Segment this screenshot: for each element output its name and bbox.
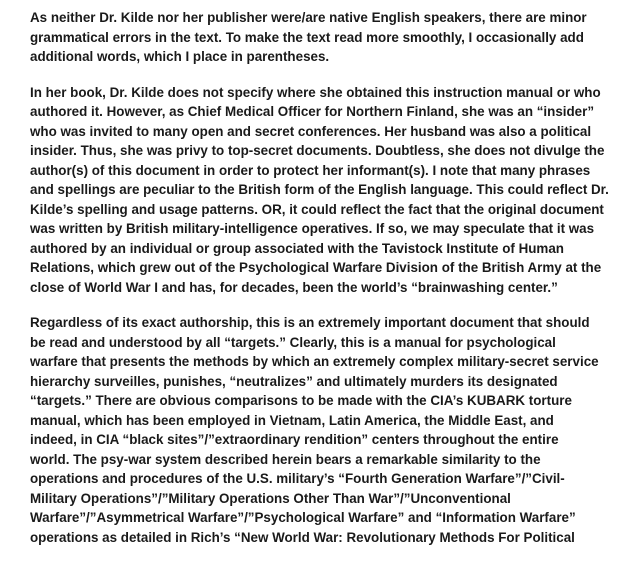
text-line: additional words, which I place in parentheses. (30, 49, 330, 64)
text-line: and spellings are peculiar to the British form of the English language. This could reflect Dr. (30, 182, 609, 197)
text-line: insider. Thus, she was privy to top-secret documents. Doubtless, she does not divulge the (30, 143, 605, 158)
paragraph-authorship (30, 83, 630, 298)
text-line: who was invited to many open and secret conferences. Her husband was also a political (30, 123, 592, 139)
text-line: Warfare”/”Asymmetrical Warfare”/”Psychological Warfare” and “Information Warfare” (30, 510, 576, 525)
text-line: grammatical errors in the text. To make the text read more smoothly, I occasionally add (30, 29, 584, 45)
text-line: “targets.” There are obvious comparisons to be made with the CIA’s KUBARK torture (30, 393, 572, 408)
text-line: warfare that presents the methods by which an extremely complex military-secret service (30, 354, 599, 369)
text-line: was written by British military-intelligence operatives. If so, we may speculate that it was (30, 221, 595, 236)
text-line: As neither Dr. Kilde nor her publisher were/are native English speakers, there are minor (30, 10, 587, 25)
text-line: In her book, Dr. Kilde does not specify where she obtained this instruction manual or who (30, 84, 601, 100)
text-line: authored by an individual or group associated with the Tavistock Institute of Human (30, 240, 564, 256)
paragraph-translator-note (30, 8, 630, 67)
text-line: Kilde’s spelling and usage patterns. OR, it could reflect the fact that the original document (30, 201, 604, 217)
text-line: author(s) of this document in order to protect her informant(s). I note that many phrases (30, 162, 591, 178)
text-line: Military Operations”/”Military Operations Other Than War”/”Unconventional (30, 490, 511, 506)
text-line: operations and procedures of the U.S. military’s “Fourth Generation Warfare”/”Civil- (30, 471, 565, 486)
text-line: Regardless of its exact authorship, this is an extremely important document that should (30, 315, 590, 330)
text-line: operations as detailed in Rich’s “New World War: Revolutionary Methods For Political (30, 529, 575, 545)
text-line: close of World War I and has, for decades, been the world’s “brainwashing center.” (30, 279, 558, 295)
text-line: world. The psy-war system described herein bears a remarkable similarity to the (30, 451, 541, 467)
document-body (30, 8, 630, 563)
text-line: Relations, which grew out of the Psychological Warfare Division of the British Army at the (30, 260, 602, 275)
paragraph-importance (30, 313, 630, 547)
text-line: indeed, in CIA “black sites”/”extraordinary rendition” centers throughout the entire (30, 432, 559, 447)
text-line: hierarchy surveilles, punishes, “neutralizes” and ultimately murders its designated (30, 373, 558, 389)
text-line: manual, which has been employed in Vietnam, Latin America, the Middle East, and (30, 412, 554, 428)
text-line: authored it. However, as Chief Medical Officer for Northern Finland, she was an “insider” (30, 104, 595, 119)
text-line: be read and understood by all “targets.” Clearly, this is a manual for psychological (30, 334, 556, 350)
